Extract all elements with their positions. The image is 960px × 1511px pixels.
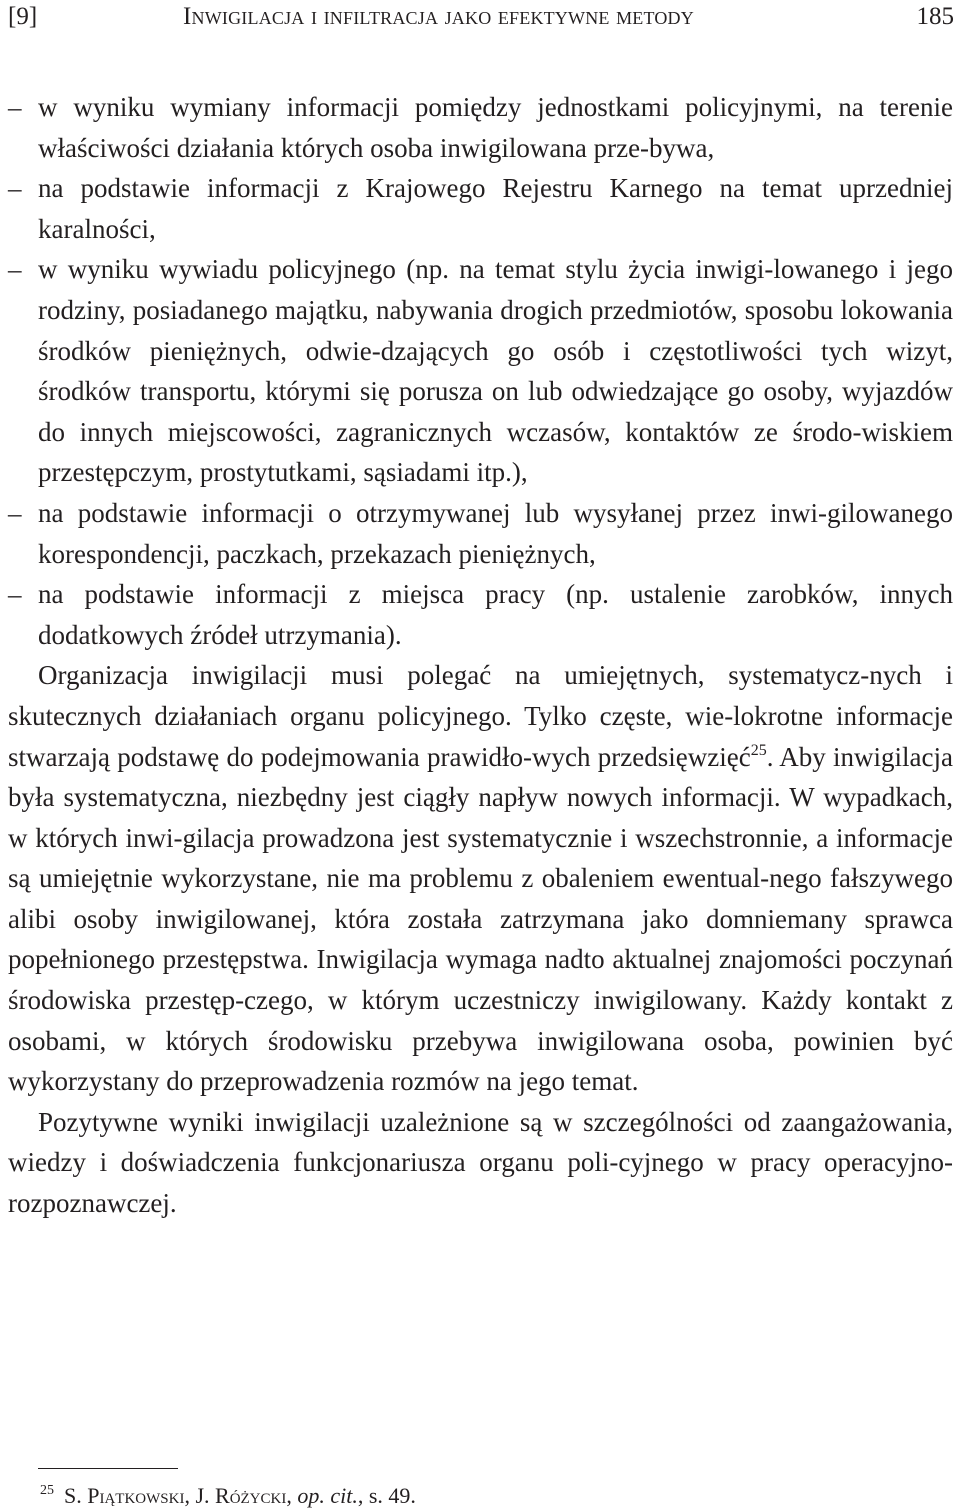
- dash-marker: –: [8, 92, 22, 122]
- list-item: [8, 87, 953, 168]
- list-item-text: na podstawie informacji o otrzymywanej lub wysyłanej przez inwi-gilowanego korespondencji, paczkach, przekazach pieniężnych,: [38, 497, 953, 569]
- list-item-text: na podstawie informacji z Krajowego Rejestru Karnego na temat uprzedniej karalności,: [38, 173, 953, 244]
- footnote-authors: S. Piątkowski, J. Różycki,: [64, 1483, 292, 1508]
- footnote-op-cit: op. cit.: [297, 1483, 358, 1508]
- footnote-number: 25: [40, 1483, 54, 1498]
- footnote-separator: [38, 1468, 178, 1469]
- list-item-text: na podstawie informacji z miejsca pracy (np. ustalenie zarobków, innych dodatkowych źródeł utrzymania).: [38, 579, 953, 650]
- page-number: 185: [916, 3, 954, 30]
- list-item-text: w wyniku wywiadu policyjnego (np. na temat stylu życia inwigi-lowanego i jego rodziny, posiadanego majątku, nabywania drogich przedmiotów, sposobu lokowania środków pieniężnych, odwie-dzających go osób i częstotliwości tych wizyt, środków transportu, którymi się porusza on lub odwiedzające go osoby, wyjazdów do innych miejscowości, zagranicznych wczasów, kontaktów ze środo-wiskiem przestępczym, prostytutkami, sąsiadami itp.),: [38, 254, 953, 488]
- footnote: [40, 1476, 416, 1511]
- footnote-reference: 25: [750, 741, 767, 759]
- page-label-left: [9]: [8, 3, 38, 30]
- body-text: [8, 87, 953, 1224]
- list-item: [8, 249, 953, 493]
- dash-marker: –: [8, 173, 22, 204]
- list-item: [8, 574, 953, 655]
- dash-marker: –: [8, 579, 22, 610]
- paragraph: Pozytywne wyniki inwigilacji uzależnione są w szczególności od zaangażowania, wiedzy i doświadczenia funkcjonariusza organu poli-cyjnego w pracy operacyjno-rozpoznawczej.: [8, 1106, 953, 1219]
- running-header: [8, 2, 954, 36]
- dash-marker: –: [8, 497, 22, 528]
- list-item-text: w wyniku wymiany informacji pomiędzy jednostkami policyjnymi, na terenie właściwości działania których osoba inwigilowana prze-bywa,: [38, 92, 953, 163]
- list-item: [8, 493, 953, 574]
- paragraph: [8, 655, 953, 1102]
- footnote-page: , s. 49.: [357, 1483, 416, 1508]
- bullet-list: [8, 87, 953, 655]
- running-title: Inwigilacja i infiltracja jako efektywne metody: [183, 3, 694, 30]
- paragraph-text: Organizacja inwigilacji musi polegać na umiejętnych, systematycz-nych i skutecznych działaniach organu policyjnego. Tylko częste, wie-lokrotne informacje stwarzają podstawę do podejmowania prawidło-wych przedsięwzięć: [8, 660, 953, 772]
- paragraph-text: . Aby inwigilacja była systematyczna, niezbędny jest ciągły napływ nowych informacji. W wypadkach, w których inwi-gilacja prowadzona jest systematycznie i wszechstronnie, a informacje są umiejętnie wykorzystane, nie ma problemu z obaleniem ewentual-nego fałszywego alibi osoby inwigilowanej, która została zatrzymana jako domniemany sprawca popełnionego przestępstwa. Inwigilacja wymaga nadto aktualnej znajomości poczynań środowiska przestęp-czego, w którym uczestniczy inwigilowany. Każdy kontakt z osobami, w których środowisku przebywa inwigilowana osoba, powinien być wykorzystany do przeprowadzenia rozmów na jego temat.: [8, 741, 954, 1097]
- dash-marker: –: [8, 254, 22, 285]
- list-item: [8, 168, 953, 249]
